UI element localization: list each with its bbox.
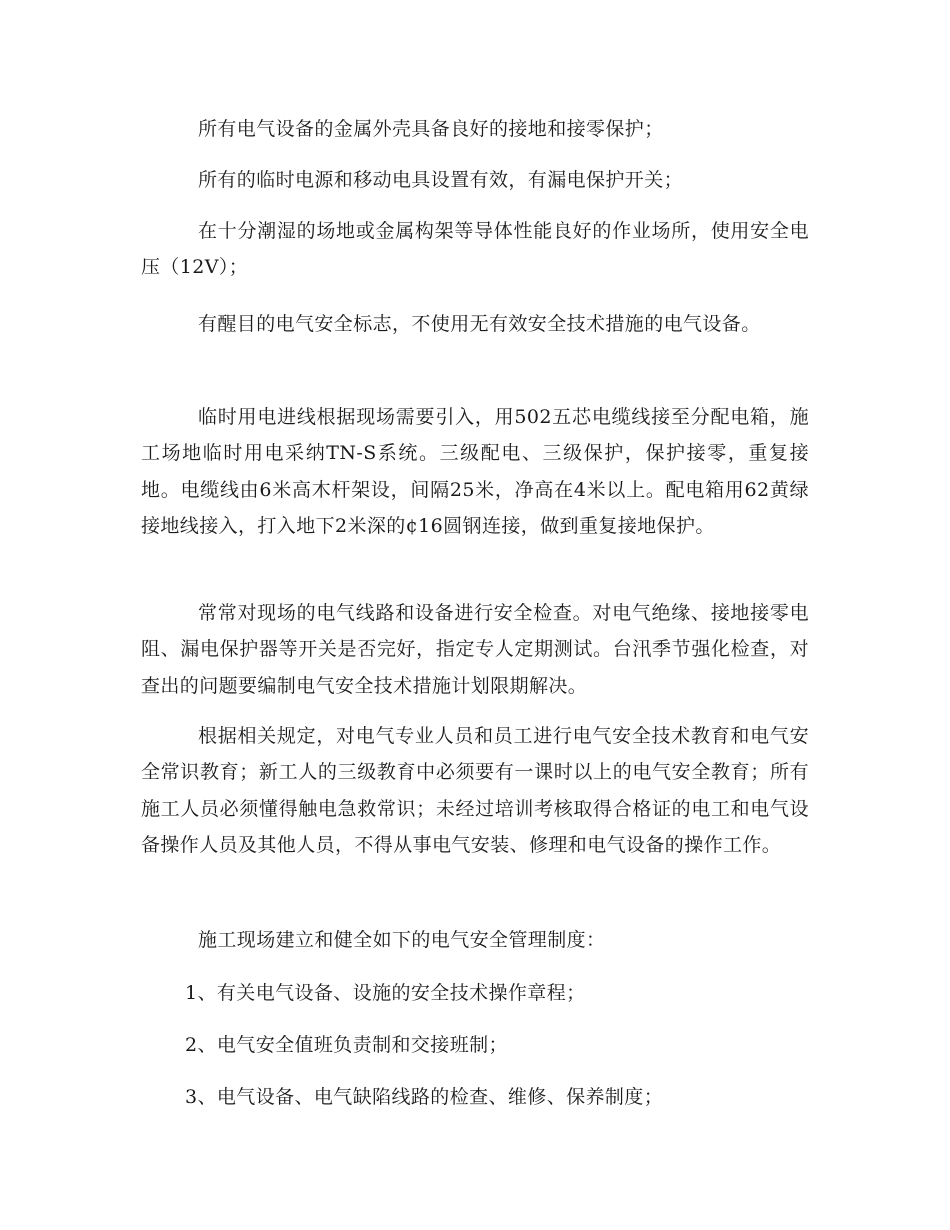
paragraph-safety-signs: 有醒目的电气安全标志，不使用无有效安全技术措施的电气设备。 <box>198 313 761 335</box>
paragraph-inspection: 常常对现场的电气线路和设备进行安全检查。对电气绝缘、接地接零电阻、漏电保护器等开关是否完好，指定专人定期测试。台汛季节强化检查，对查出的问题要编制电气安全技术措施计划限期解决。 <box>141 602 809 697</box>
paragraph-education: 根据相关规定，对电气专业人员和员工进行电气安全技术教育和电气安全常识教育；新工人的三级教育中必须要有一课时以上的电气安全教育；所有施工人员必须懂得触电急救常识；未经过培训考核取得合格证的电工和电气设备操作人员及其他人员，不得从事电气安装、修理和电气设备的操作工作。 <box>141 725 809 857</box>
paragraph-power-supply-line: 临时用电进线根据现场需要引入，用502五芯电缆线接至分配电箱，施工场地临时用电采纳TN-S系统。三级配电、三级保护，保护接零，重复接地。电缆线由6米高木杆架设，间隔25米，净高在4米以上。配电箱用62黄绿接地线接入，打入地下2米深的¢16圆钢连接，做到重复接地保护。 <box>141 406 809 538</box>
paragraph-management-intro: 施工现场建立和健全如下的电气安全管理制度： <box>198 929 606 951</box>
list-item-maintenance-system: 3、电气设备、电气缺陷线路的检查、维修、保养制度； <box>185 1086 664 1108</box>
list-item-operating-rules: 1、有关电气设备、设施的安全技术操作章程； <box>185 982 586 1004</box>
paragraph-safety-voltage: 在十分潮湿的场地或金属构架等导体性能良好的作业场所，使用安全电压（12V）； <box>141 220 809 279</box>
paragraph-temporary-power: 所有的临时电源和移动电具设置有效，有漏电保护开关； <box>198 169 684 191</box>
paragraph-grounding: 所有电气设备的金属外壳具备良好的接地和接零保护； <box>198 118 664 140</box>
list-item-duty-system: 2、电气安全值班负责制和交接班制； <box>185 1034 508 1056</box>
